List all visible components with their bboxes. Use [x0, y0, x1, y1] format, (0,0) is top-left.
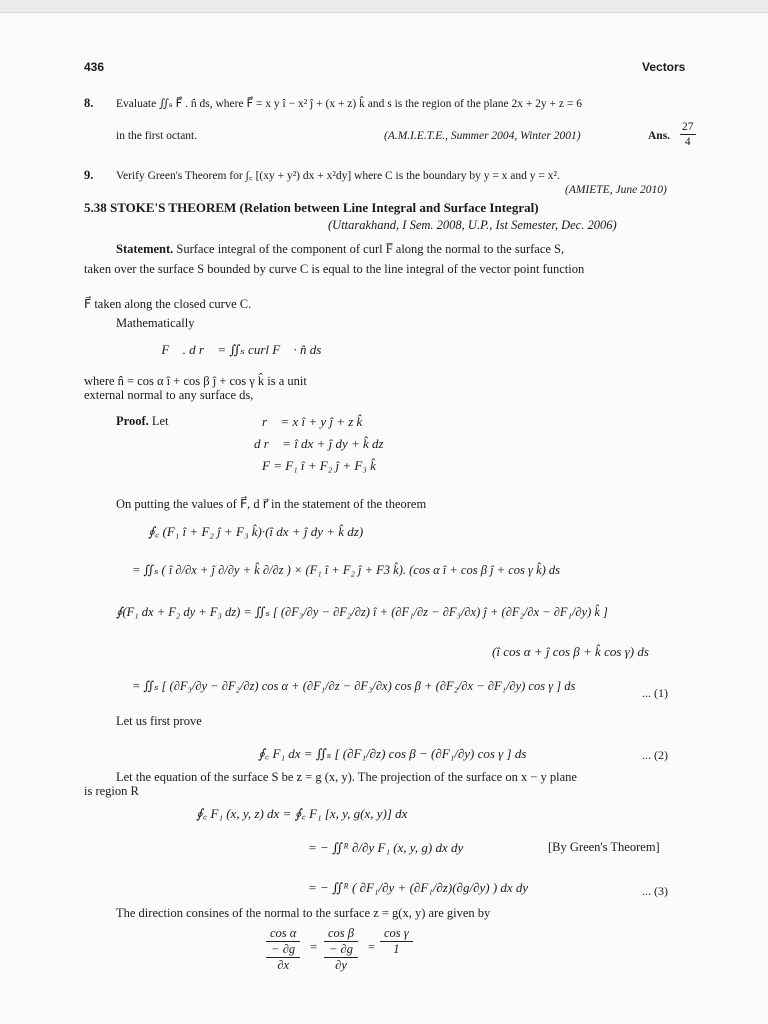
equation-3: = − ∬ᴿ ( ∂F₁/∂y + (∂F₁/∂z)(∂g/∂y) ) dx dy [308, 880, 529, 895]
dc-den-2a: − ∂g [324, 942, 358, 958]
exercise-8-text-2: in the first octant. [116, 130, 198, 142]
proof-label: Proof. [116, 414, 149, 428]
stokes-formula: ∮ F⃗ . d r⃗ = ∬ₛ curl F⃗ · n̂ ds [148, 342, 322, 357]
proof-let [116, 414, 169, 429]
exercise-9-text: Verify Green's Theorem for ∫꜀ [(xy + y²) dx + x²dy] where C is the boundary by y = x and y = x². [116, 170, 560, 182]
surface-text-2: is region R [84, 784, 139, 798]
equation-1: = ∬ₛ [ (∂F₃/∂y − ∂F₂/∂z) cos α + (∂F₁/∂z − ∂F₃/∂x) cos β + (∂F₂/∂x − ∂F₁/∂y) cos γ ] ds [132, 679, 576, 693]
mathematically-label: Mathematically [116, 316, 195, 330]
exercise-8-number: 8. [84, 96, 94, 110]
vector-field: F = F₁ î + F₂ ĵ + F₃ k̂ [262, 458, 376, 473]
dc-den-1a: − ∂g [266, 942, 300, 958]
statement-label: Statement. [116, 242, 174, 256]
equation-2: ∮꜀ F₁ dx = ∬ₛ [ (∂F₁/∂z) cos β − (∂F₁/∂y) cos γ ] ds [258, 746, 527, 761]
statement-line-1 [116, 242, 564, 257]
equals-2: = [368, 940, 376, 954]
dc-num-2: cos β [324, 926, 358, 942]
equals-1: = [310, 940, 318, 954]
surface-text-1: Let the equation of the surface S be z = g (x, y). The projection of the surface on x − y plane [116, 770, 577, 784]
dc-fraction-2 [324, 926, 358, 973]
putting-values-text: On putting the values of F⃗, d r⃗ in the statement of the theorem [116, 497, 427, 511]
equation-curl-expanded: = ∬ₛ ( î ∂/∂x + ĵ ∂/∂y + k̂ ∂/∂z ) × (F₁ î + F₂ ĵ + F3 k̂). (cos α î + cos β ĵ + cos γ k̂) ds [132, 563, 561, 577]
where-text-2: external normal to any surface ds, [84, 388, 254, 402]
exercise-8-source: (A.M.I.E.T.E., Summer 2004, Winter 2001) [384, 130, 581, 142]
answer-numerator: 27 [682, 121, 694, 133]
equation-projection: ∮꜀ F₁ (x, y, z) dx = ∮꜀ F₁ [x, y, g(x, y)] dx [196, 806, 408, 821]
statement-text-2: taken over the surface S bounded by curve C is equal to the line integral of the vector point function [84, 262, 585, 276]
section-source: (Uttarakhand, I Sem. 2008, U.P., Ist Semester, Dec. 2006) [328, 218, 617, 232]
equation-line-integral: ∮꜀ (F₁ î + F₂ ĵ + F₃ k̂)·(î dx + ĵ dy + k̂ dz) [148, 524, 364, 539]
dc-num-3: cos γ [380, 926, 413, 942]
equation-normal-components: (î cos α + ĵ cos β + k̂ cos γ) ds [492, 644, 649, 659]
statement-text-1: Surface integral of the component of curl F̅ along the normal to the surface S, [173, 242, 565, 256]
direction-cosines-text: The direction consines of the normal to the surface z = g(x, y) are given by [116, 906, 491, 920]
where-text-1: where n̂ = cos α î + cos β ĵ + cos γ k̂ is a unit [84, 374, 307, 388]
answer-denominator: 4 [684, 136, 691, 148]
answer-label: Ans. [648, 130, 671, 142]
chapter-title: Vectors [642, 60, 686, 74]
dc-den-1b: ∂x [277, 958, 290, 972]
page-number: 436 [84, 60, 105, 74]
first-prove-text: Let us first prove [116, 714, 202, 728]
statement-text-3: F⃗ taken along the closed curve C. [84, 297, 252, 311]
dc-fraction-1 [266, 926, 300, 973]
equation-1-tag: ... (1) [642, 686, 668, 700]
dc-num-1: cos α [266, 926, 300, 942]
exercise-8-text: Evaluate ∬ₛ F⃗ . n̂ ds, where F⃗ = x y î − x² ĵ + (x + z) k̂ and s is the region of the plane 2x + 2y + z = 6 [116, 98, 583, 110]
differential-vector: d r⃗ = î dx + ĵ dy + k̂ dz [254, 436, 384, 451]
equation-curl-components: ∮(F₁ dx + F₂ dy + F₃ dz) = ∬ₛ [ (∂F₃/∂y − ∂F₂/∂z) î + (∂F₁/∂z − ∂F₃/∂x) ĵ + (∂F₂/∂x − ∂F₁/∂y) k̂ ] [116, 605, 608, 619]
dc-den-3: 1 [393, 942, 400, 956]
equation-2-tag: ... (2) [642, 748, 668, 762]
equation-greens: = − ∬ᴿ ∂/∂y F₁ (x, y, g) dx dy [308, 840, 464, 855]
proof-let-word: Let [151, 414, 169, 428]
dc-fraction-3 [380, 926, 413, 957]
section-title: 5.38 STOKE'S THEOREM (Relation between Line Integral and Surface Integral) [84, 200, 539, 215]
exercise-9-number: 9. [84, 168, 94, 182]
position-vector: r⃗ = x î + y ĵ + z k̂ [262, 414, 363, 429]
exercise-9-source: (AMIETE, June 2010) [565, 184, 667, 196]
answer-fraction [680, 120, 696, 149]
equation-3-tag: ... (3) [642, 884, 668, 898]
greens-theorem-note: [By Green's Theorem] [548, 840, 660, 854]
dc-den-2b: ∂y [335, 958, 347, 972]
